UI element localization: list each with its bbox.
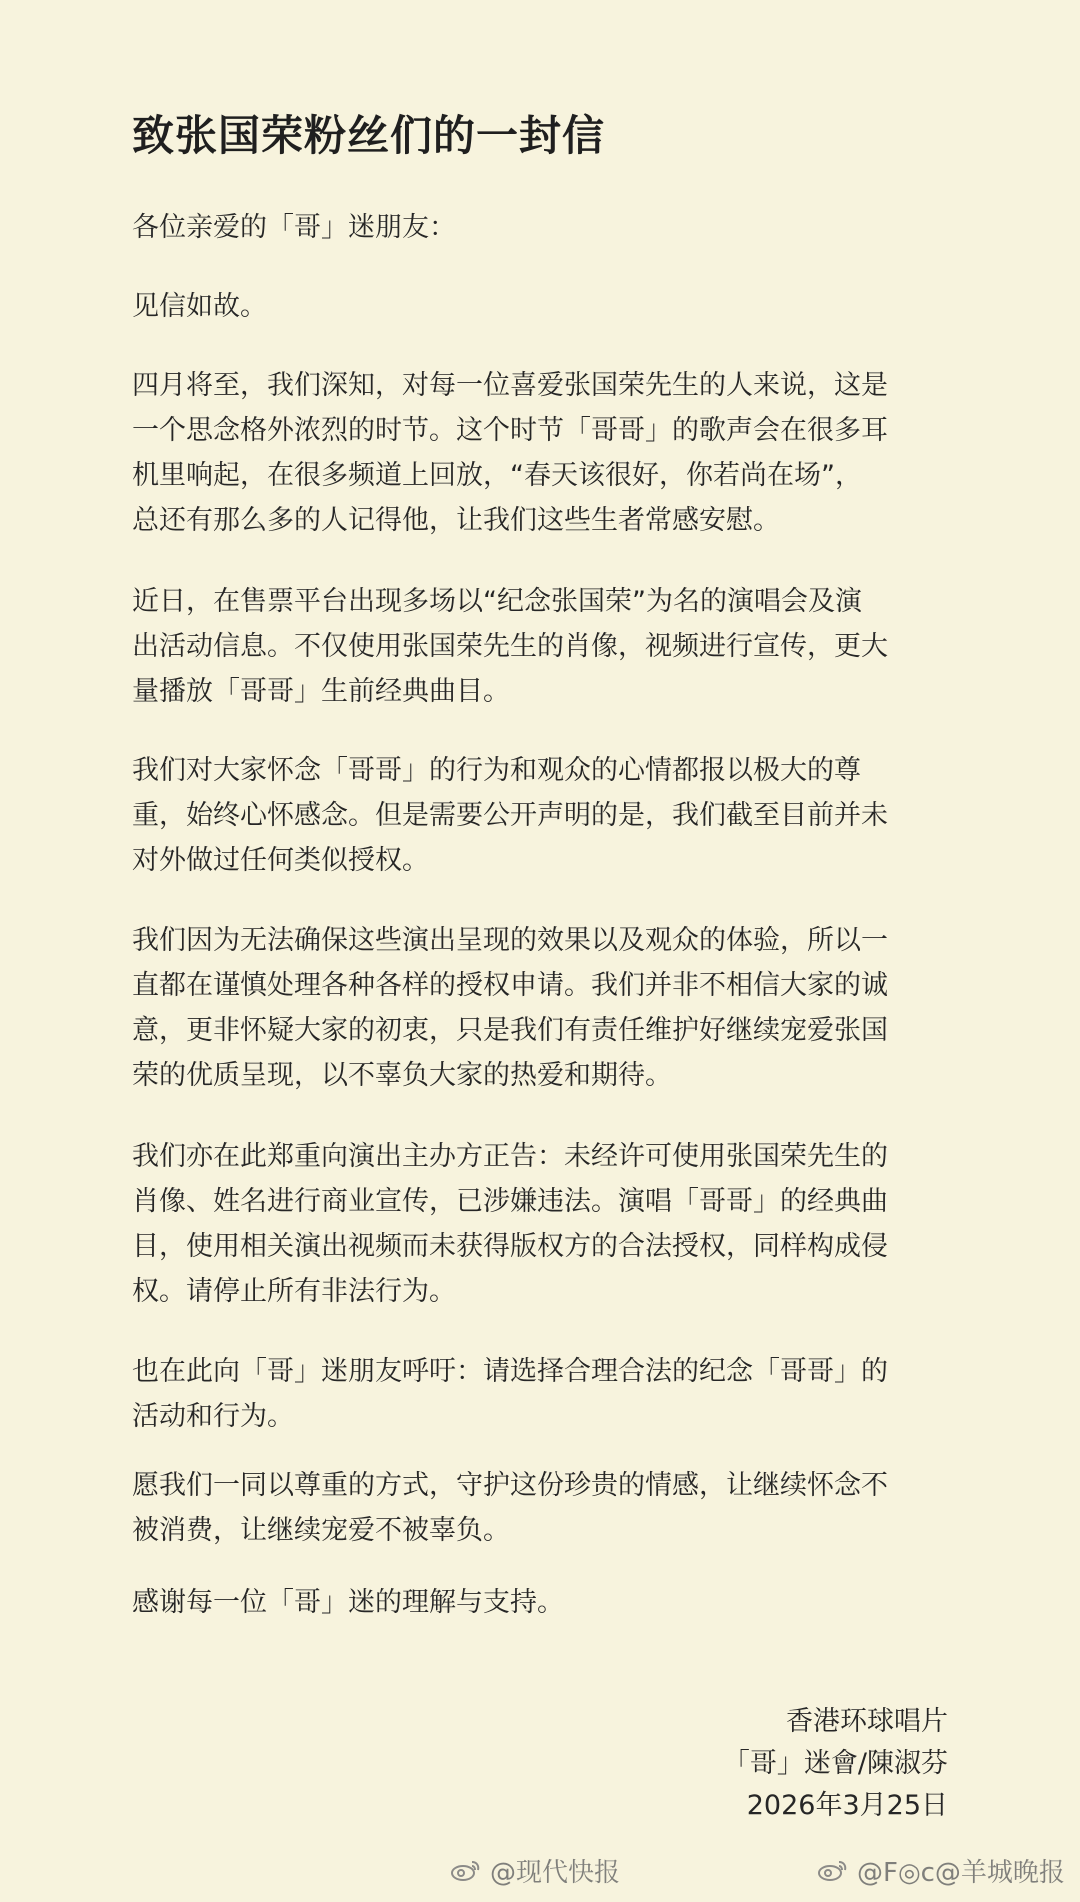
signature-org: 香港环球唱片 [786,1706,948,1737]
paragraph-7 [132,1463,947,1553]
paragraph-8 [132,1580,947,1625]
opening-line: 见信如故。 [132,291,267,322]
paragraph-line: 量播放「哥哥」生前经典曲目。 [132,676,510,707]
paragraph-line: 我们对大家怀念「哥哥」的行为和观众的心情都报以极大的尊 [132,755,861,786]
paragraph-line: 权。请停止所有非法行为。 [132,1276,456,1307]
letter-title: 致张国荣粉丝们的一封信 [132,111,606,160]
paragraph-3 [132,748,947,883]
greeting: 各位亲爱的「哥」迷朋友： [132,212,456,243]
signature-club: 「哥」迷會/陳淑芬 [722,1748,948,1779]
paragraph-4 [132,918,947,1098]
paragraph-5 [132,1134,947,1314]
paragraph-line: 被消费，让继续宠爱不被辜负。 [132,1515,510,1546]
paragraph-line: 荣的优质呈现，以不辜负大家的热爱和期待。 [132,1060,672,1091]
paragraph-line: 总还有那么多的人记得他，让我们这些生者常感安慰。 [132,505,780,536]
signature-date: 2026年3月25日 [746,1790,948,1821]
watermark-right-text: @F◎c@羊城晚报 [857,1857,1065,1888]
paragraph-line: 四月将至，我们深知，对每一位喜爱张国荣先生的人来说，这是 [132,370,888,401]
paragraph-line: 机里响起，在很多频道上回放，“春天该很好，你若尚在场”， [132,460,862,491]
paragraph-line: 活动和行为。 [132,1401,294,1432]
paragraph-6 [132,1349,947,1439]
paragraph-line: 感谢每一位「哥」迷的理解与支持。 [132,1587,564,1618]
paragraph-2 [132,579,947,714]
signature-block [628,1701,948,1827]
paragraph-line: 愿我们一同以尊重的方式，守护这份珍贵的情感，让继续怀念不 [132,1470,888,1501]
watermark-left-text: @现代快报 [490,1857,621,1888]
paragraph-line: 对外做过任何类似授权。 [132,845,429,876]
paragraph-line: 重，始终心怀感念。但是需要公开声明的是，我们截至目前并未 [132,800,888,831]
paragraph-line: 一个思念格外浓烈的时节。这个时节「哥哥」的歌声会在很多耳 [132,415,888,446]
paragraph-line: 我们因为无法确保这些演出呈现的效果以及观众的体验，所以一 [132,925,888,956]
weibo-icon [815,1856,849,1884]
weibo-icon [448,1856,482,1884]
paragraph-1 [132,363,947,543]
paragraph-line: 出活动信息。不仅使用张国荣先生的肖像，视频进行宣传，更大 [132,631,888,662]
paragraph-line: 直都在谨慎处理各种各样的授权申请。我们并非不相信大家的诚 [132,970,888,1001]
watermark-right [815,1850,1065,1890]
paragraph-line: 肖像、姓名进行商业宣传，已涉嫌违法。演唱「哥哥」的经典曲 [132,1186,888,1217]
paragraph-line: 我们亦在此郑重向演出主办方正告：未经许可使用张国荣先生的 [132,1141,888,1172]
paragraph-line: 目，使用相关演出视频而未获得版权方的合法授权，同样构成侵 [132,1231,888,1262]
paragraph-line: 意，更非怀疑大家的初衷，只是我们有责任维护好继续宠爱张国 [132,1015,888,1046]
paragraph-line: 也在此向「哥」迷朋友呼吁：请选择合理合法的纪念「哥哥」的 [132,1356,888,1387]
paragraph-line: 近日，在售票平台出现多场以“纪念张国荣”为名的演唱会及演 [132,586,862,617]
watermark-left [448,1850,620,1890]
